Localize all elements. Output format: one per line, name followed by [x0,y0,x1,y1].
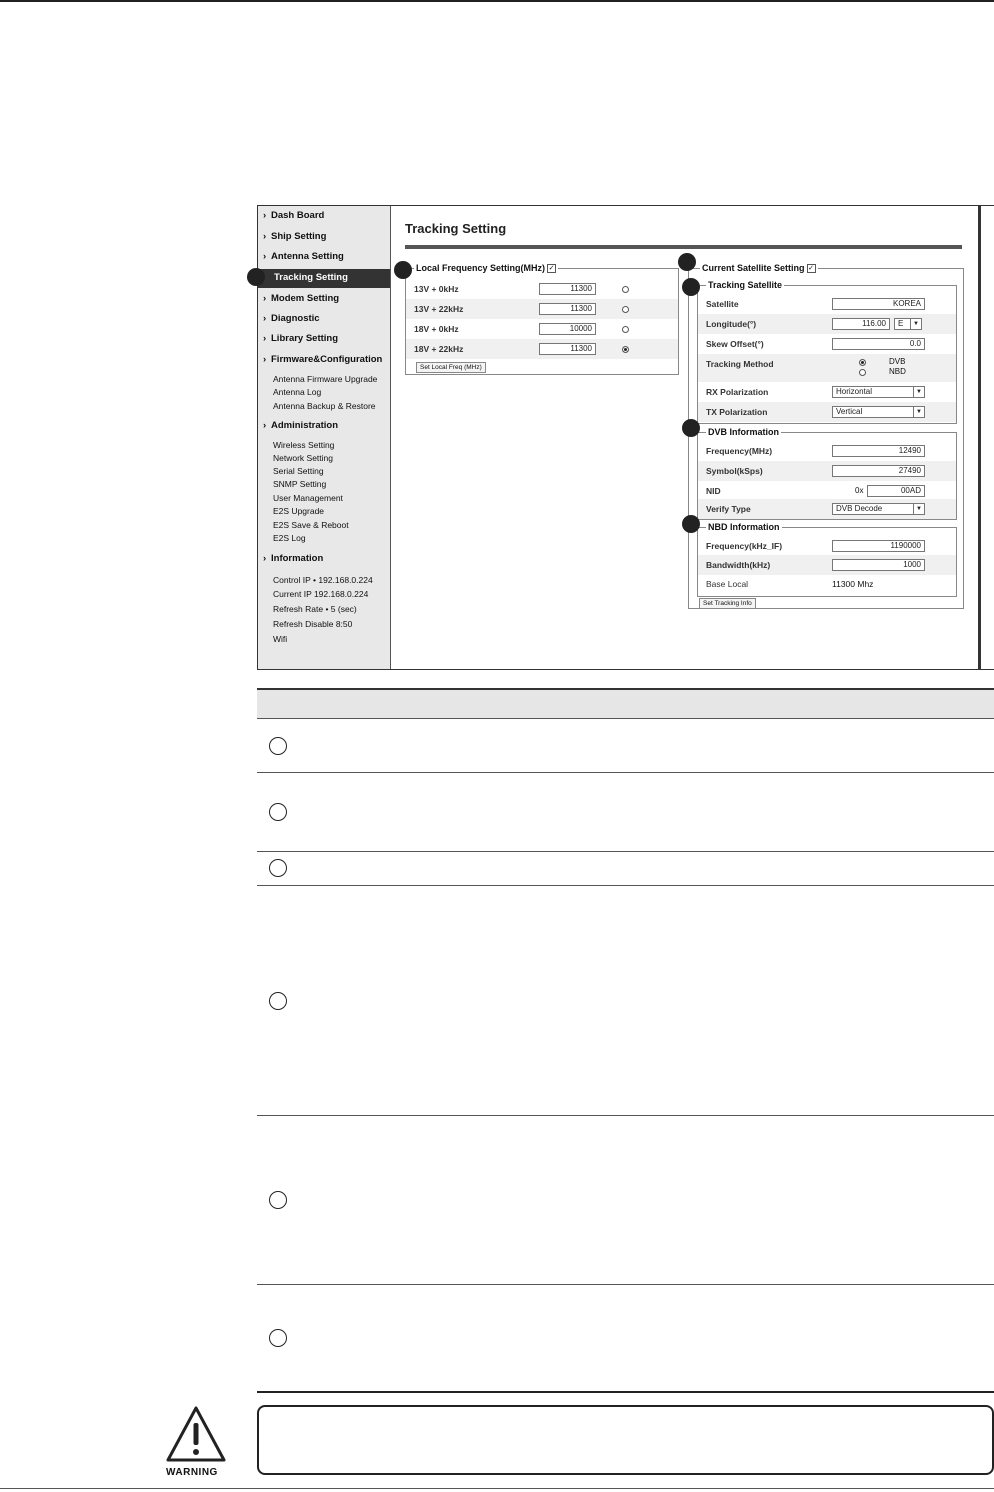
screenshot-frame [257,205,994,670]
sidebar-item-modem-setting[interactable]: › Modem Setting [263,293,340,304]
table-divider [257,851,994,852]
nbd-base-local-row [698,574,956,594]
local-freq-radio[interactable] [622,306,629,313]
callout-marker [682,515,700,533]
sidebar-subitem-user-management[interactable]: User Management [273,493,343,503]
nbd-information-legend: NBD Information [708,522,780,532]
local-freq-label: 13V + 22kHz [414,304,464,314]
dvb-frequency-input[interactable]: 12490 [832,445,925,457]
current-satellite-checkbox[interactable]: ✓ [808,265,814,273]
rx-polarization-label: RX Polarization [706,387,769,397]
sidebar-subitem-e2s-upgrade[interactable]: E2S Upgrade [273,506,325,516]
sidebar-item-ship-setting[interactable]: › Ship Setting [263,231,327,242]
nbd-base-local-value: 11300 Mhz [832,579,874,589]
nbd-information-section [697,522,957,597]
method-nbd-radio[interactable] [859,369,866,376]
local-freq-row [406,319,678,339]
tx-polarization-select[interactable]: Vertical ▼ [832,406,925,418]
local-frequency-legend: Local Frequency Setting(MHz) ✓ [414,263,558,273]
dvb-nid-prefix: 0x [855,486,864,495]
sidebar-item-dash-board[interactable]: › Dash Board [263,210,325,221]
method-dvb-label: DVB [889,357,906,366]
frame-right-edge [978,206,981,669]
set-tracking-info-button[interactable]: Set Tracking Info [699,598,756,609]
row-marker [269,992,287,1010]
table-divider [257,1284,994,1285]
chevron-down-icon: ▼ [913,407,924,417]
sidebar-subitem-snmp-setting[interactable]: SNMP Setting [273,479,327,489]
top-rule [0,0,994,2]
longitude-row [698,314,956,334]
nbd-frequency-input[interactable]: 1190000 [832,540,925,552]
table-divider [257,772,994,773]
local-frequency-checkbox[interactable]: ✓ [548,265,555,273]
longitude-input[interactable]: 116.00 [832,318,890,330]
row-marker [269,803,287,821]
local-freq-label: 18V + 22kHz [414,344,464,354]
sidebar-item-tracking-setting[interactable] [258,269,390,288]
local-freq-input[interactable]: 10000 [539,323,596,335]
sidebar-subitem-antenna-firmware-upgrade[interactable]: Antenna Firmware Upgrade [273,374,378,384]
sidebar-subitem-network-setting[interactable]: Network Setting [273,453,333,463]
row-marker [269,737,287,755]
method-dvb-radio[interactable] [859,359,866,366]
sidebar-subitem-wireless-setting[interactable]: Wireless Setting [273,440,335,450]
local-freq-input[interactable]: 11300 [539,283,596,295]
sidebar-subitem-e2s-save-reboot[interactable]: E2S Save & Reboot [273,520,349,530]
table-header [257,688,994,719]
longitude-direction-select[interactable]: E ▼ [894,318,922,330]
skew-row [698,334,956,354]
sidebar [258,206,391,669]
info-current-ip: Current IP 192.168.0.224 [273,589,369,599]
skew-label: Skew Offset(°) [706,339,764,349]
callout-marker [678,253,696,271]
nbd-bandwidth-label: Bandwidth(kHz) [706,560,771,570]
dvb-symbol-row [698,461,956,481]
tracking-method-label: Tracking Method [706,359,774,369]
rx-polarization-row [698,382,956,402]
title-divider [405,245,962,249]
info-refresh-rate: Refresh Rate • 5 (sec) [273,604,357,614]
local-freq-label: 18V + 0kHz [414,324,459,334]
nbd-bandwidth-input[interactable]: 1000 [832,559,925,571]
current-satellite-panel [688,263,964,609]
sidebar-item-administration[interactable]: › Administration [263,420,339,431]
nbd-frequency-row [698,536,956,556]
local-freq-label: 13V + 0kHz [414,284,459,294]
dvb-information-legend: DVB Information [708,427,779,437]
callout-marker [394,261,412,279]
satellite-label: Satellite [706,299,739,309]
table-divider [257,885,994,886]
callout-marker [247,268,265,286]
dvb-nid-label: NID [706,486,721,496]
bottom-rule [0,1488,994,1489]
local-freq-radio[interactable] [622,326,629,333]
local-frequency-panel [405,263,679,375]
tracking-satellite-section [697,280,957,424]
warning-label: WARNING [166,1467,218,1478]
dvb-symbol-input[interactable]: 27490 [832,465,925,477]
sidebar-subitem-antenna-backup-restore[interactable]: Antenna Backup & Restore [273,401,376,411]
set-local-freq-button[interactable]: Set Local Freq (MHz) [416,362,486,373]
warning-box [257,1405,994,1475]
page-title: Tracking Setting [405,221,507,236]
callout-marker [682,278,700,296]
nbd-frequency-label: Frequency(kHz_IF) [706,541,783,551]
nbd-bandwidth-row [698,555,956,575]
dvb-verify-row [698,499,956,519]
callout-marker [682,419,700,437]
satellite-row [698,294,956,314]
nbd-base-local-label: Base Local [706,579,749,589]
local-freq-radio-selected[interactable] [622,346,629,353]
table-bottom-rule [257,1391,994,1393]
table-divider [257,1115,994,1116]
dvb-symbol-label: Symbol(kSps) [706,466,763,476]
main-content [391,206,978,669]
dvb-verify-label: Verify Type [706,504,751,514]
table-divider [257,718,994,719]
warning-icon [165,1405,227,1463]
tracking-satellite-legend: Tracking Satellite [708,280,783,290]
dvb-verify-select[interactable]: DVB Decode ▼ [832,503,925,515]
local-freq-row [406,299,678,319]
row-marker [269,1329,287,1347]
longitude-label: Longitude(°) [706,319,757,329]
chevron-down-icon: ▼ [910,319,921,329]
local-freq-row [406,339,678,359]
dvb-nid-row [698,481,956,501]
sidebar-item-antenna-setting[interactable]: › Antenna Setting [263,251,344,262]
sidebar-subitem-antenna-log[interactable]: Antenna Log [273,387,322,397]
dvb-nid-input[interactable]: 00AD [867,485,925,497]
sidebar-item-label: Tracking Setting [274,272,348,283]
info-refresh-disable: Refresh Disable 8:50 [273,619,353,629]
row-marker [269,1191,287,1209]
info-wifi: Wifi [273,634,288,644]
row-marker [269,859,287,877]
dvb-frequency-row [698,441,956,461]
rx-polarization-select[interactable]: Horizontal ▼ [832,386,925,398]
sidebar-subitem-e2s-log[interactable]: E2S Log [273,533,306,543]
local-freq-radio[interactable] [622,286,629,293]
current-satellite-legend: Current Satellite Setting ✓ [700,263,818,273]
sidebar-item-firmware-configuration[interactable]: › Firmware&Configuration [263,354,383,365]
tx-polarization-label: TX Polarization [706,407,768,417]
chevron-down-icon: ▼ [913,504,924,514]
chevron-down-icon: ▼ [913,387,924,397]
tx-polarization-row [698,402,956,422]
tracking-method-row [698,354,956,382]
info-control-ip: Control IP • 192.168.0.224 [273,575,373,585]
sidebar-subitem-serial-setting[interactable]: Serial Setting [273,466,324,476]
local-freq-input[interactable]: 11300 [539,343,596,355]
method-nbd-label: NBD [889,367,906,376]
local-freq-input[interactable]: 11300 [539,303,596,315]
dvb-information-section [697,427,957,520]
dvb-frequency-label: Frequency(MHz) [706,446,773,456]
sidebar-item-diagnostic[interactable]: › Diagnostic [263,313,320,324]
satellite-input[interactable]: KOREA [832,298,925,310]
sidebar-item-library-setting[interactable]: › Library Setting [263,333,339,344]
local-freq-row [406,279,678,299]
sidebar-item-information[interactable]: › Information [263,553,324,564]
skew-input[interactable]: 0.0 [832,338,925,350]
